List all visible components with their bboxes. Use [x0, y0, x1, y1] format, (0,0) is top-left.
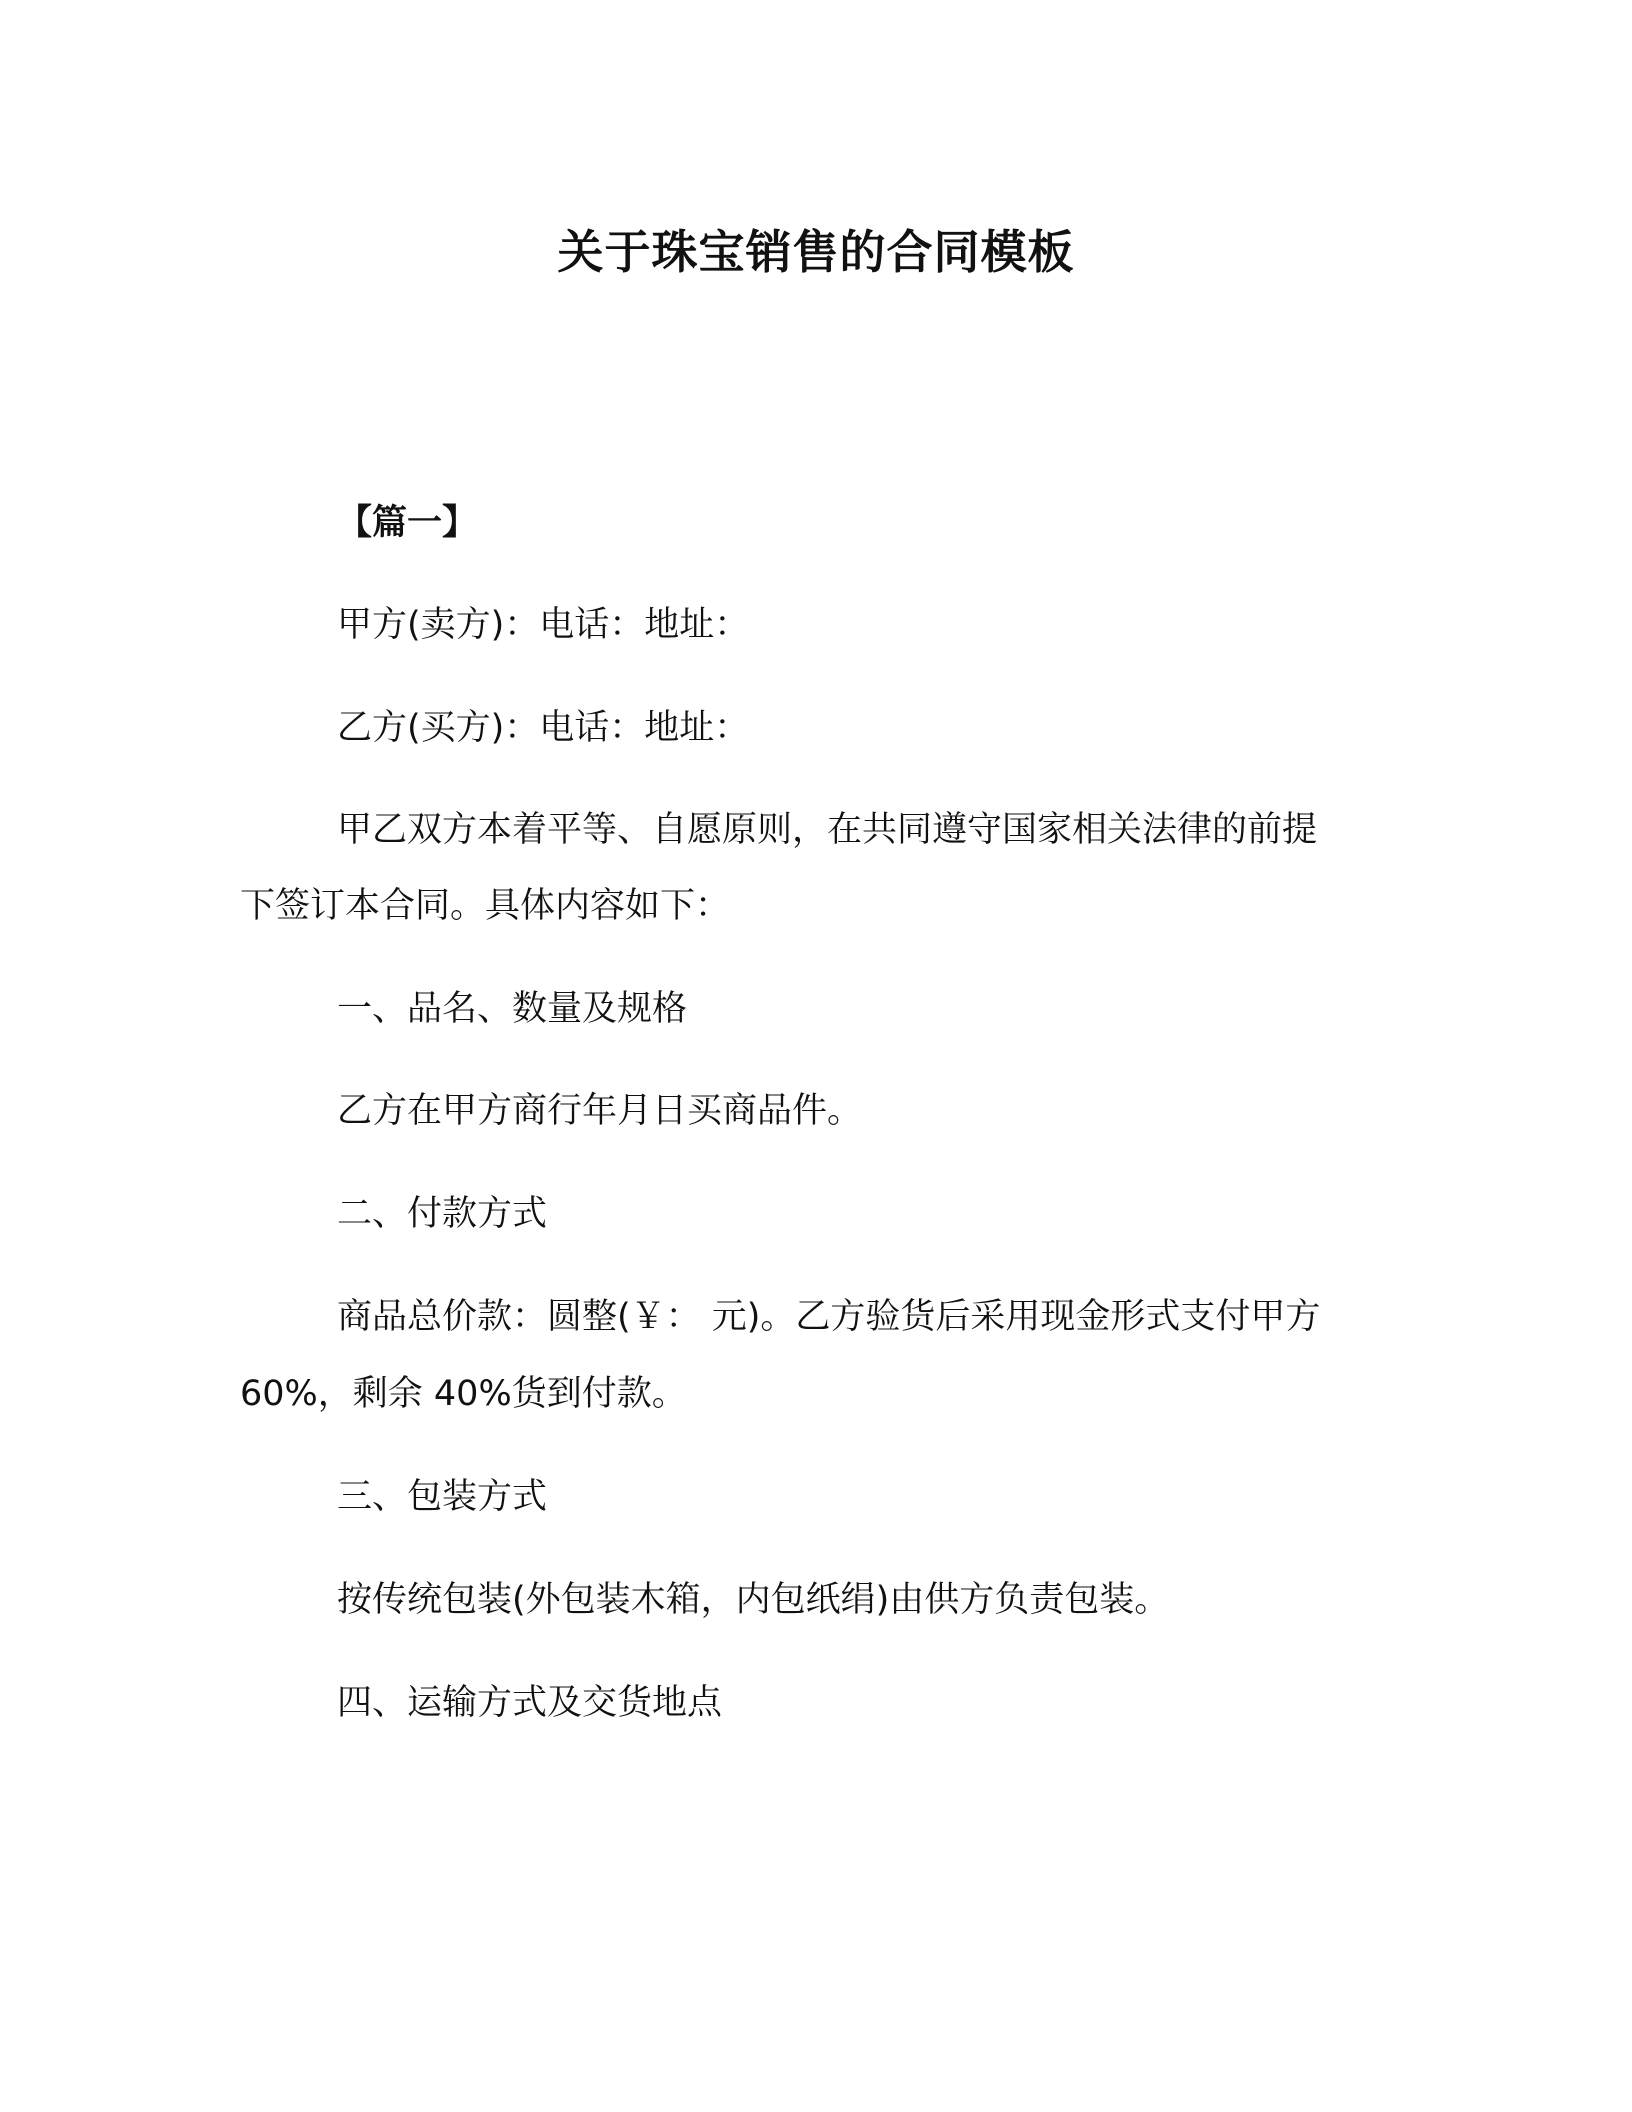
clause-heading-1: 一、品名、数量及规格 [337, 989, 688, 1029]
clause-heading-2: 二、付款方式 [337, 1194, 548, 1234]
party-b-line: 乙方(买方)：电话：地址： [337, 708, 750, 748]
clause-1-text: 乙方在甲方商行年月日买商品件。 [337, 1091, 863, 1131]
intro-paragraph-line-1: 甲乙双方本着平等、自愿原则，在共同遵守国家相关法律的前提 [337, 810, 1318, 850]
document-title: 关于珠宝销售的合同模板 [557, 225, 1075, 279]
party-a-line: 甲方(卖方)：电话：地址： [337, 605, 750, 645]
clause-heading-4: 四、运输方式及交货地点 [337, 1683, 723, 1723]
clause-3-text: 按传统包装(外包装木箱，内包纸绢)由供方负责包装。 [337, 1580, 1170, 1620]
section-label: 【篇一】 [337, 503, 478, 543]
intro-paragraph-line-2: 下签订本合同。具体内容如下： [240, 886, 731, 926]
clause-2-text-line-2: 60%，剩余 40%货到付款。 [240, 1374, 687, 1414]
clause-2-text-line-1: 商品总价款：圆整(￥： 元)。乙方验货后采用现金形式支付甲方 [337, 1297, 1321, 1337]
clause-heading-3: 三、包装方式 [337, 1477, 548, 1517]
